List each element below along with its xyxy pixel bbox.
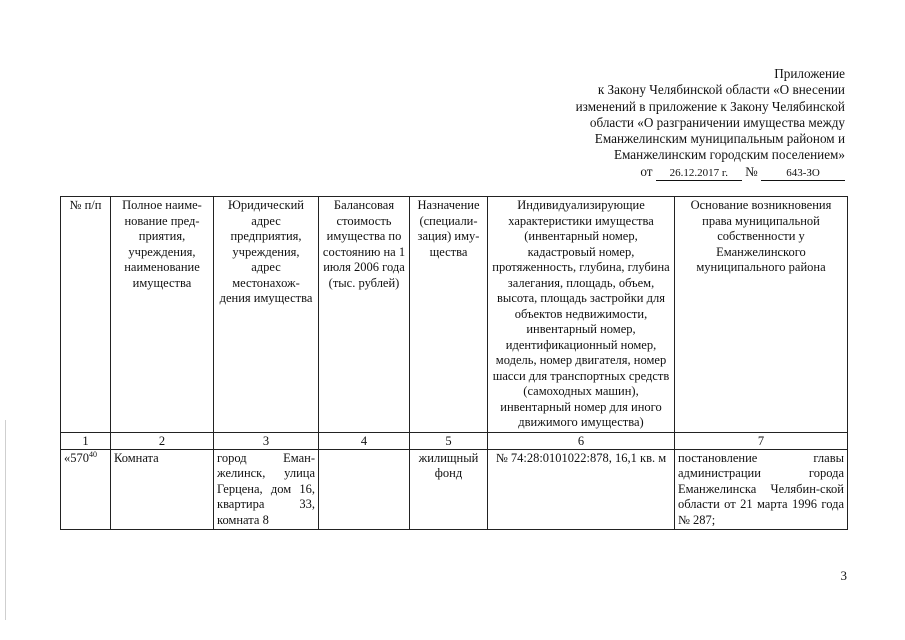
number-label: № [745,163,758,179]
col-header-balance: Балансовая стоимость имущества по состоянию на 1 июля 2006 года (тыс. рублей) [319,197,410,433]
header-line: изменений в приложение к Закону Челябинской [575,98,845,114]
law-number: 643-ЗО [761,167,845,181]
property-purpose: жилищный фонд [410,449,488,530]
property-name: Комната [111,449,214,530]
header-row [61,197,848,433]
column-number: 4 [319,432,410,449]
col-header-address: Юридический адрес предприятия, учреждения, адрес местонахож-дения имущества [214,197,319,433]
property-address: город Еман-желинск, улица Герцена, дом 16, квартира 33, комната 8 [214,449,319,530]
table-row [61,449,848,530]
ownership-basis: постановление главы администрации города Еманжелинска Челябин-ской области от 21 марта 1996 года № 287; [675,449,848,530]
col-header-purpose: Назначение (специали-зация) иму-щества [410,197,488,433]
header-line: Еманжелинским муниципальным районом и [594,131,845,147]
row-number: «570 [64,450,89,465]
scan-edge-line [5,420,6,620]
law-date-number-line [545,164,845,181]
col-header-number: № п/п [61,197,111,433]
property-characteristics: № 74:28:0101022:878, 16,1 кв. м [488,449,675,530]
page-number: 3 [840,568,847,583]
col-header-name: Полное наиме-нование пред-приятия, учреждения, наименование имущества [111,197,214,433]
column-number: 3 [214,432,319,449]
column-number: 6 [488,432,675,449]
header-line: к Закону Челябинской области «О внесении [597,82,845,98]
header-line: Еманжелинским городским поселением» [613,147,845,163]
column-number: 2 [111,432,214,449]
appendix-header [545,66,845,181]
header-line: области «О разграничении имущества между [589,114,845,130]
balance-value [319,449,410,530]
property-table [60,196,848,530]
column-number: 7 [675,432,848,449]
column-number: 5 [410,432,488,449]
col-header-characteristics: Индивидуализирующие характеристики имущества (инвентарный номер, кадастровый номер, протяженность, глубина, глубина залегания, площадь, объем, высота, площадь застройки для объектов недвижимости, инвентарный номер, идентификационный номер, модель, номер двигателя, номер шасси для транспортных средств (самоходных машин), инвентарный номер для иного движимого имущества) [488,197,675,433]
law-date: 26.12.2017 г. [656,167,742,181]
header-line: Приложение [774,66,845,81]
column-number: 1 [61,432,111,449]
row-number-cell [61,449,111,530]
col-header-basis: Основание возникновения права муниципальной собственности у Еманжелинского муниципального района [675,197,848,433]
from-label: от [640,163,653,179]
column-number-row [61,432,848,449]
row-number-superscript: 40 [89,449,97,459]
